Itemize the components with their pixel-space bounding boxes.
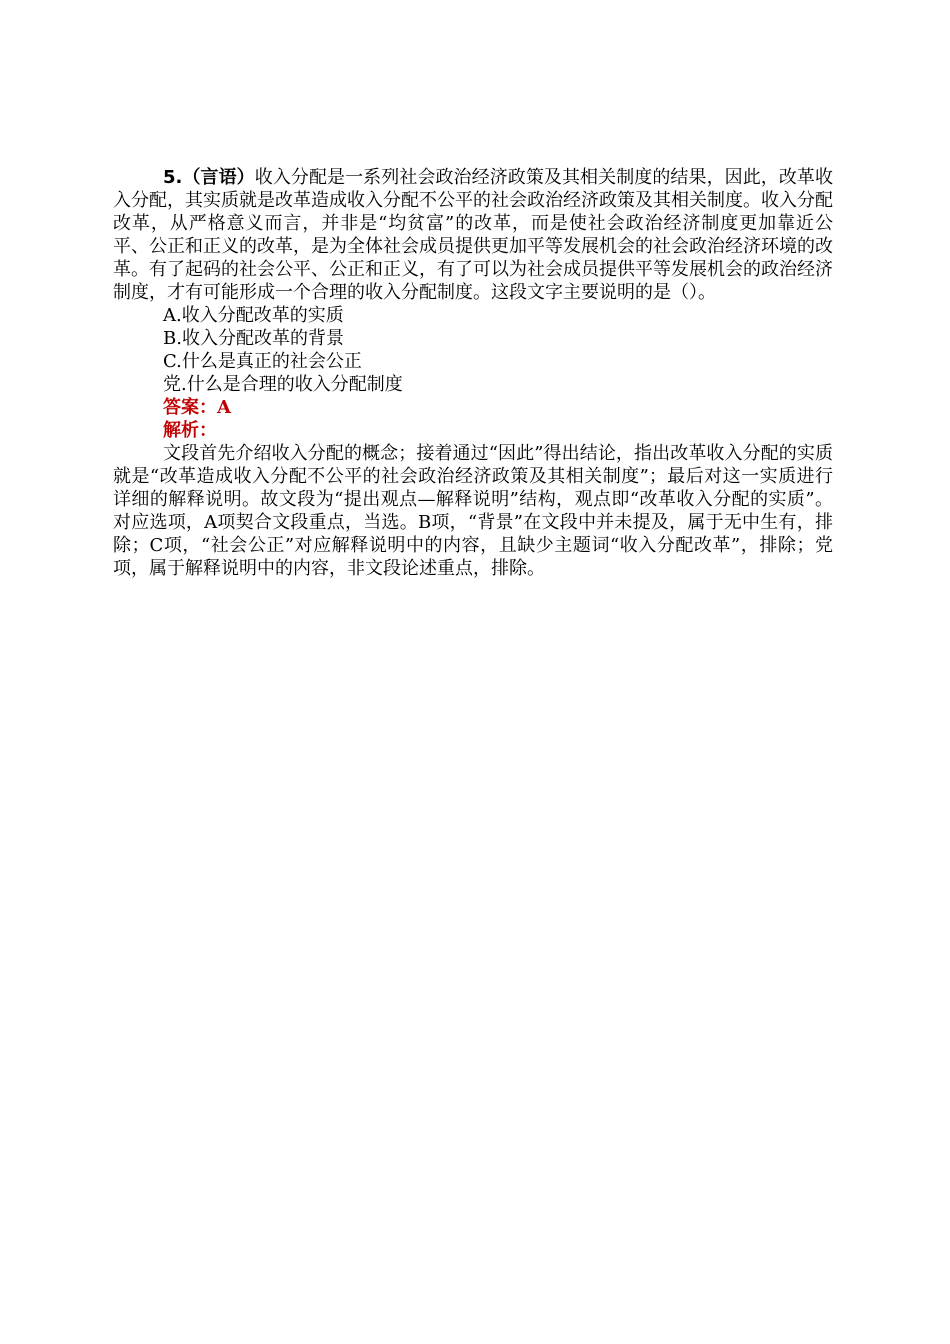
option-b: B.收入分配改革的背景: [163, 328, 344, 349]
option-c: C.什么是真正的社会公正: [163, 351, 362, 372]
question-text: 收入分配是一系列社会政治经济政策及其相关制度的结果，因此，改革收入分配，其实质就是改革造成收入分配不公平的社会政治经济政策及其相关制度。收入分配改革，从严格意义而言，并非是“均贫富”的改革，而是使社会政治经济制度更加靠近公平、公正和正义的改革，是为全体社会成员提供更加平等发展机会的社会政治经济环境的改革。有了起码的社会公平、公正和正义，有了可以为社会成员提供平等发展机会的政治经济制度，才有可能形成一个合理的收入分配制度。这段文字主要说明的是（）。: [113, 167, 834, 303]
question-tag: （言语）: [182, 167, 255, 188]
analysis-label: 解析：: [163, 420, 217, 441]
option-a: A.收入分配改革的实质: [163, 305, 344, 326]
question-number: 5.: [163, 167, 183, 188]
option-d: 党.什么是合理的收入分配制度: [163, 374, 403, 395]
question-paragraph: [113, 166, 833, 304]
analysis-text: 文段首先介绍收入分配的概念；接着通过“因此”得出结论，指出改革收入分配的实质就是“改革造成收入分配不公平的社会政治经济政策及其相关制度”；最后对这一实质进行详细的解释说明。故文段为“提出观点—解释说明”结构，观点即“改革收入分配的实质”。对应选项，A项契合文段重点，当选。B项，“背景”在文段中并未提及，属于无中生有，排除；C项，“社会公正”对应解释说明中的内容，且缺少主题词“收入分配改革”，排除；党项，属于解释说明中的内容，非文段论述重点，排除。: [113, 443, 833, 579]
document-body: [113, 166, 833, 580]
answer-line: 答案：A: [163, 397, 231, 418]
